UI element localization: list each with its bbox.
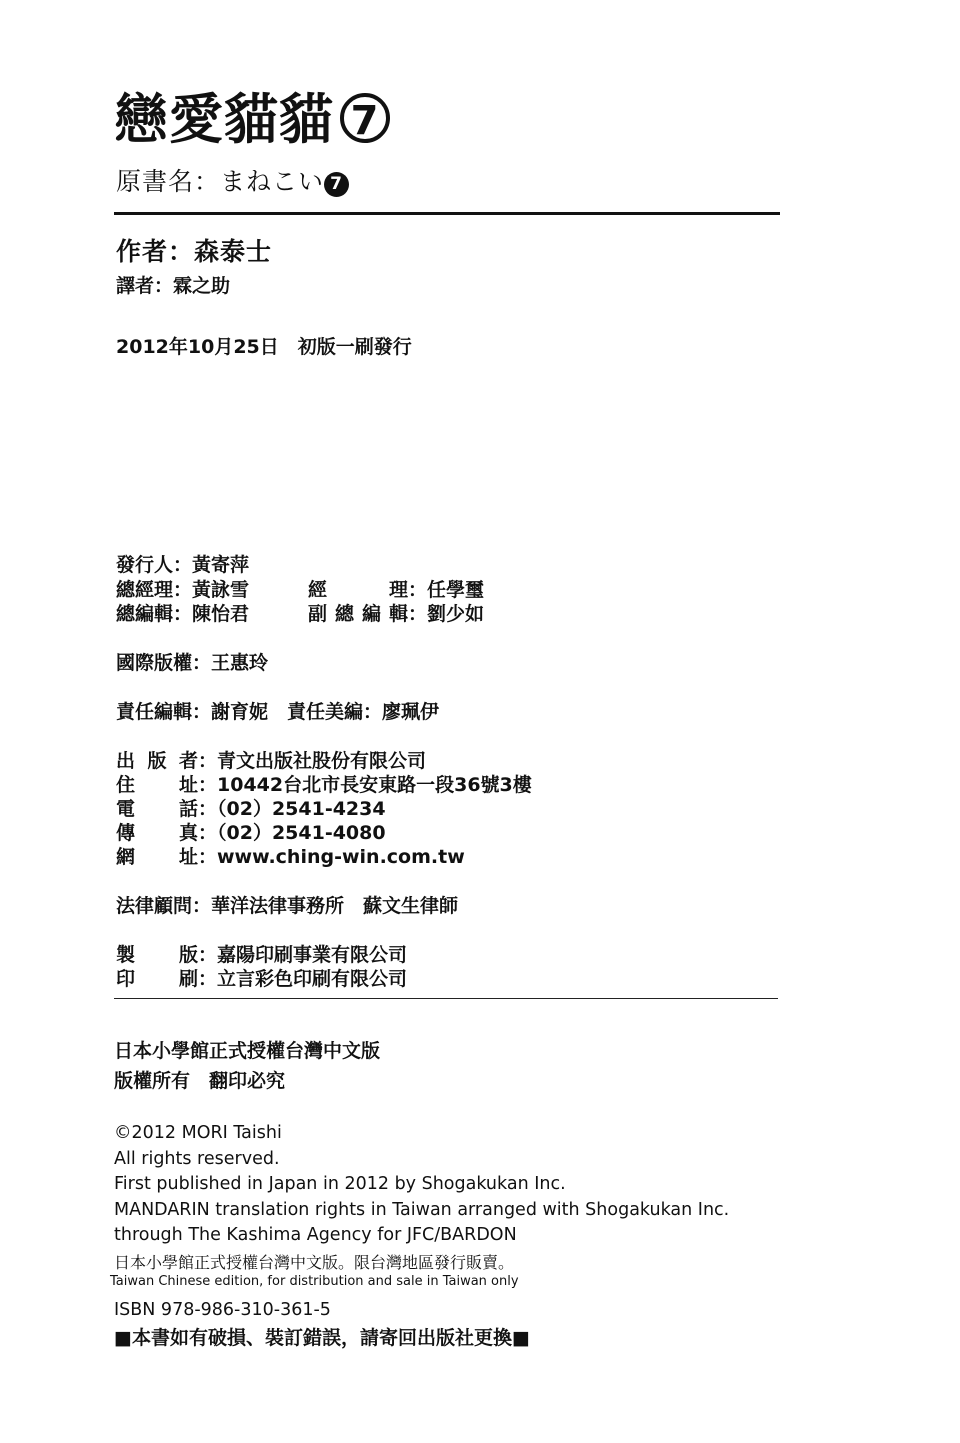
general-manager: [116, 578, 249, 602]
publisher-fax: [116, 821, 386, 845]
manager-value: ：任學璽: [408, 579, 485, 601]
publisher-person-value: ：黃寄萍: [173, 554, 250, 576]
publisher-address-label: 住址: [116, 774, 198, 796]
translation-rights: MANDARIN translation rights in Taiwan arranged with Shogakukan Inc.: [114, 1200, 730, 1220]
publisher-name: [116, 749, 426, 773]
printing-company: [116, 967, 407, 991]
chief-editor-value: ：陳怡君: [173, 603, 250, 625]
publisher-address-value: ：10442台北市長安東路一段36號3樓: [198, 774, 532, 796]
isbn: ISBN 978-986-310-361-5: [114, 1300, 331, 1320]
publisher-name-value: ：青文出版社股份有限公司: [198, 750, 427, 772]
agency-line: through The Kashima Agency for JFC/BARDON: [114, 1225, 517, 1245]
translator: 譯者：霖之助: [116, 275, 231, 297]
volume-number-badge: 7: [340, 93, 390, 143]
license-line-1: 日本小學館正式授權台灣中文版: [114, 1040, 381, 1062]
international-rights: 國際版權：王惠玲: [116, 652, 269, 674]
general-manager-value: ：黃詠雪: [173, 579, 250, 601]
edition-date: 2012年10月25日 初版一刷發行: [116, 336, 412, 358]
chief-editor-label: 總編輯: [116, 603, 174, 625]
publisher-phone-value: ：（02）2541-4234: [198, 798, 386, 820]
chief-editor: [116, 602, 249, 626]
book-title: [114, 88, 390, 152]
distribution-zh: 日本小學館正式授權台灣中文版。限台灣地區發行販賣。: [114, 1253, 515, 1272]
publisher-website: [116, 845, 465, 869]
publisher-phone-label: 電話: [116, 798, 198, 820]
title-divider: [114, 212, 780, 215]
book-title-text: 戀愛貓貓: [114, 88, 334, 151]
first-published: First published in Japan in 2012 by Shogakukan Inc.: [114, 1174, 566, 1194]
responsible-editors: 責任編輯：謝育妮 責任美編：廖珮伊: [116, 701, 440, 723]
deputy-chief-editor-value: ：劉少如: [408, 603, 485, 625]
legal-counsel: 法律顧問：華洋法律事務所 蘇文生律師: [116, 895, 459, 917]
plate-making-label: 製版: [116, 944, 198, 966]
deputy-chief-editor: [308, 602, 484, 626]
original-title-text: 原書名：まねこい: [116, 167, 325, 196]
manager-label: 經理: [308, 579, 408, 601]
publisher-phone: [116, 797, 386, 821]
manager: [308, 578, 484, 602]
publisher-person: [116, 553, 249, 577]
distribution-en: Taiwan Chinese edition, for distribution and sale in Taiwan only: [110, 1274, 519, 1289]
publisher-website-label: 網址: [116, 846, 198, 868]
publisher-address: [116, 773, 532, 797]
printing-company-label: 印刷: [116, 968, 198, 990]
license-line-2: 版權所有 翻印必究: [114, 1070, 286, 1092]
publisher-website-value: ：www.ching-win.com.tw: [198, 846, 465, 868]
publisher-person-label: 發行人: [116, 554, 174, 576]
general-manager-label: 總經理: [116, 579, 174, 601]
plate-making: [116, 943, 407, 967]
original-volume-badge: 7: [324, 172, 349, 197]
publisher-fax-value: ：（02）2541-4080: [198, 822, 386, 844]
printing-company-value: ：立言彩色印刷有限公司: [198, 968, 408, 990]
plate-making-value: ：嘉陽印刷事業有限公司: [198, 944, 408, 966]
copyright-line: ©2012 MORI Taishi: [114, 1123, 282, 1143]
deputy-chief-editor-label: 副總編輯: [308, 603, 408, 625]
rights-reserved: All rights reserved.: [114, 1149, 280, 1169]
publisher-name-label: 出版者: [116, 750, 198, 772]
publisher-fax-label: 傳真: [116, 822, 198, 844]
original-title: [116, 166, 349, 198]
printing-divider: [114, 998, 778, 999]
author: 作者：森泰士: [116, 237, 273, 266]
damage-notice: ■本書如有破損、裝訂錯誤，請寄回出版社更換■: [114, 1327, 530, 1349]
